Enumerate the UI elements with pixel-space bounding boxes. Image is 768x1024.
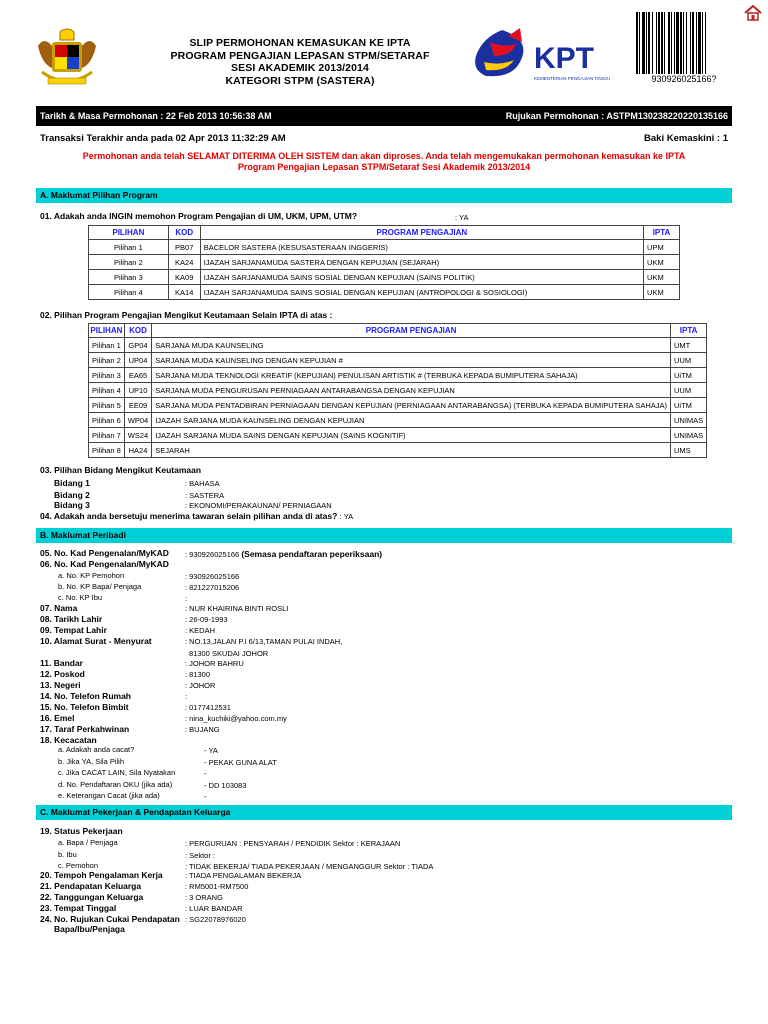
ipta-cell: UMT [671,338,707,353]
question-01: 01. Adakah anda INGIN memohon Program Pengajian di UM, UKM, UPM, UTM? [40,211,358,221]
header-ipta: IPTA [644,226,680,240]
kpt-logo-text: KPT [534,42,594,75]
q05-value [185,549,382,559]
table-row [89,443,707,458]
section-a-header: A. Maklumat Pilihan Program [36,188,732,203]
application-info-bar [36,106,732,126]
personal-item-label-2: 09. Tempat Lahir [40,625,107,635]
q06-sub-value-1: : 821227015206 [185,583,240,592]
program-cell: BACELOR SASTERA (KESUSASTERAAN INGGERIS) [200,240,643,255]
table-row [89,270,680,285]
application-datetime: Tarikh & Masa Permohonan : 22 Feb 2013 10:56:38 AM [40,111,272,121]
table-row [89,353,707,368]
address-line-2: 81300 SKUDAI JOHOR [189,649,269,658]
program-cell: IJAZAH SARJANAMUDA SASTERA DENGAN KEPUJIAN (SEJARAH) [200,255,643,270]
header-pilihan: PILIHAN [89,324,125,338]
kod-cell: PB07 [168,240,200,255]
program-cell: SEJARAH [152,443,671,458]
success-message [40,151,728,173]
disability-sub-value-2: - [204,769,207,778]
personal-item-label-3: 10. Alamat Surat - Menyurat [40,636,152,646]
q06-sub-label-2: c. No. KP Ibu [58,593,103,602]
kod-cell: EE09 [124,398,151,413]
header-ipta: IPTA [671,324,707,338]
header-program: PROGRAM PENGAJIAN [152,324,671,338]
bidang-1-value: : BAHASA [185,479,220,488]
pilihan-cell: Pilihan 2 [89,353,125,368]
pilihan-cell: Pilihan 8 [89,443,125,458]
ipta-cell: UiTM [671,368,707,383]
personal-item-label-0: 07. Nama [40,603,78,613]
title-line-4: KATEGORI STPM (SASTERA) [225,74,375,87]
personal-item-2-label-2: 13. Negeri [40,680,81,690]
employment-sub-value-1: : Sektor : [185,850,216,860]
q06-label: 06. No. Kad Pengenalan/MyKAD [40,559,169,569]
pilihan-cell: Pilihan 2 [89,255,169,270]
bidang-1-label: Bidang 1 [54,478,90,488]
title-line-2: PROGRAM PENGAJIAN LEPASAN STPM/SETARAF [170,49,430,62]
table-row [89,368,707,383]
pilihan-cell: Pilihan 6 [89,413,125,428]
q24-label-line-2: Bapa/Ibu/Penjaga [54,924,125,934]
kod-cell: WP04 [124,413,151,428]
family-item-value-0: : TIADA PENGALAMAN BEKERJA [185,871,302,880]
table-row [89,428,707,443]
ipta-cell: UUM [671,383,707,398]
kod-cell: KA09 [168,270,200,285]
pilihan-cell: Pilihan 7 [89,428,125,443]
pilihan-cell: Pilihan 5 [89,398,125,413]
question-04-answer: : YA [339,512,354,521]
disability-sub-value-1: - PEKAK GUNA ALAT [204,757,277,767]
disability-sub-label-3: d. No. Pendaftaran OKU (jika ada) [58,779,173,789]
kod-cell: WS24 [124,428,151,443]
title-line-3: SESI AKADEMIK 2013/2014 [231,62,369,74]
kod-cell: UP04 [124,353,151,368]
q06-sub-value-2: : [185,594,188,603]
program-cell: IJAZAH SARJANA MUDA SAINS DENGAN KEPUJIAN (SAINS KOGNITIF) [152,428,671,443]
bidang-3-label: Bidang 3 [54,500,90,510]
question-02: 02. Pilihan Program Pengajian Mengikut Keutamaan Selain IPTA di atas : [40,310,333,320]
header-pilihan: PILIHAN [89,226,169,240]
table-row [89,240,680,255]
disability-sub-value-3: - DD 103083 [204,780,247,790]
disability-sub-label-1: b. Jika YA, Sila Pilih [58,756,125,766]
family-item-value-4: : SG22078976020 [185,915,246,924]
disability-sub-label-4: e. Keterangan Cacat (jika ada) [58,791,160,800]
bidang-2-value: : SASTERA [185,491,225,500]
employment-sub-label-2: c. Pemohon [58,861,99,870]
disability-sub-label-2: c. Jika CACAT LAIN, Sila Nyatakan [58,768,176,777]
page-header [0,0,768,100]
application-reference: Rujukan Permohonan : ASTPM130238220220135166 [505,111,728,121]
table-row [89,285,680,300]
q06-sub-label-1: b. No. KP Bapa/ Penjaga [58,582,142,591]
personal-item-2-value-6: : BUJANG [185,725,220,734]
section-c-header: C. Maklumat Pekerjaan & Pendapatan Keluarga [36,805,732,820]
personal-item-label-1: 08. Tarikh Lahir [40,614,103,624]
disability-sub-label-0: a. Adakah anda cacat? [58,745,135,754]
personal-item-2-value-3: : [185,692,188,701]
last-transaction: Transaksi Terakhir anda pada 02 Apr 2013 11:32:29 AM [40,133,286,144]
question-01-answer: : YA [455,213,469,222]
pilihan-cell: Pilihan 1 [89,338,125,353]
personal-item-2-value-5: : nina_kuchiki@yahoo.com.my [185,714,287,723]
malaysia-crest-logo [34,28,100,88]
disability-sub-value-0: - YA [204,746,218,755]
pilihan-cell: Pilihan 4 [89,383,125,398]
section-b-header: B. Maklumat Peribadi [36,528,732,543]
slip-title-block [150,37,450,87]
question-04 [40,511,353,521]
kod-cell: EA65 [124,368,151,383]
table-row [89,398,707,413]
pilihan-cell: Pilihan 1 [89,240,169,255]
ipta-cell: UiTM [671,398,707,413]
ipta-cell: UMS [671,443,707,458]
personal-item-2-label-0: 11. Bandar [40,658,83,668]
employment-sub-label-0: a. Bapa / Penjaga [58,838,118,847]
family-item-label-3: 23. Tempat Tinggal [40,903,117,913]
remaining-updates: Baki Kemaskini : 1 [644,133,728,144]
employment-sub-label-1: b. Ibu [58,849,77,859]
family-item-label-1: 21. Pendapatan Keluarga [40,881,142,891]
employment-sub-value-0: : PERGURUAN : PENSYARAH / PENDIDIK Sektor : KERAJAAN [185,839,401,848]
q06-sub-label-0: a. No. KP Pemohon [58,571,125,580]
kpt-logo [472,26,628,88]
pilihan-cell: Pilihan 3 [89,270,169,285]
personal-item-2-label-7: 18. Kecacatan [40,735,97,745]
title-line-1: SLIP PERMOHONAN KEMASUKAN KE IPTA [189,37,411,49]
program-cell: IJAZAH SARJANA MUDA KAUNSELING DENGAN KEPUJIAN [152,413,671,428]
personal-item-2-label-3: 14. No. Telefon Rumah [40,691,131,701]
program-cell: SARJANA MUDA PENGURUSAN PERNIAGAAN ANTARABANGSA DENGAN KEPUJIAN [152,383,671,398]
personal-item-2-value-2: : JOHOR [185,681,216,690]
ipta-cell: UKM [644,255,680,270]
personal-item-value-3: : NO.13,JALAN P.I 6/13,TAMAN PULAI INDAH, [185,637,343,646]
personal-item-2-label-1: 12. Poskod [40,669,85,679]
question-04-text: 04. Adakah anda bersetuju menerima tawaran selain pilihan anda di atas? [40,511,338,521]
program-cell: SARJANA MUDA KAUNSELING DENGAN KEPUJIAN # [152,353,671,368]
success-message-line-1: Permohonan anda telah SELAMAT DITERIMA OLEH SISTEM dan akan diproses. Anda telah mengemukakan permohonan kemasukan ke IPTA [82,151,686,161]
ipta-cell: UPM [644,240,680,255]
disability-sub-value-4: - [204,792,207,801]
table-row [89,255,680,270]
program-cell: SARJANA MUDA PENTADBIRAN PERNIAGAAN DENGAN KEPUJIAN (PERNIAGAAN ANTARABANGSA) (TERBUKA KEPADA BUMIPUTERA SAHAJA) [152,398,671,413]
q05-note: (Semasa pendaftaran peperiksaan) [241,549,383,559]
family-item-label-0: 20. Tempoh Pengalaman Kerja [40,870,163,880]
family-item-label-2: 22. Tanggungan Keluarga [40,892,144,902]
table-row [89,338,707,353]
family-item-label-4: 24. No. Rujukan Cukai Pendapatan [40,914,180,924]
personal-item-value-1: : 26-09-1993 [185,615,228,624]
family-item-value-3: : LUAR BANDAR [185,904,243,913]
q06-sub-value-0: : 930926025166 [185,572,240,581]
table-row [89,413,707,428]
header-kod: KOD [168,226,200,240]
kod-cell: KA14 [168,285,200,300]
ipta-cell: UUM [671,353,707,368]
q19-label: 19. Status Pekerjaan [40,826,123,836]
personal-item-2-label-6: 17. Taraf Perkahwinan [40,724,130,734]
header-program: PROGRAM PENGAJIAN [200,226,643,240]
ipta-cell: UNIMAS [671,413,707,428]
family-item-value-2: : 3 ORANG [185,893,223,902]
ipta-cell: UKM [644,270,680,285]
program-table-1 [88,225,680,300]
personal-item-value-2: : KEDAH [185,626,216,635]
kod-cell: HA24 [124,443,151,458]
header-kod: KOD [124,324,151,338]
kod-cell: UP10 [124,383,151,398]
program-cell: IJAZAH SARJANAMUDA SAINS SOSIAL DENGAN KEPUJIAN (SAINS POLITIK) [200,270,643,285]
personal-item-2-value-1: : 81300 [185,670,211,679]
table-header-row [89,226,680,240]
program-cell: IJAZAH SARJANAMUDA SAINS SOSIAL DENGAN KEPUJIAN (ANTROPOLOGI & SOSIOLOGI) [200,285,643,300]
program-table-2 [88,323,707,458]
employment-sub-value-2: : TIDAK BEKERJA/ TIADA PEKERJAAN / MENGANGGUR Sektor : TIADA [185,862,434,871]
kod-cell: GP04 [124,338,151,353]
program-cell: SARJANA MUDA KAUNSELING [152,338,671,353]
family-item-value-1: : RM5001-RM7500 [185,882,249,891]
bidang-2-label: Bidang 2 [54,490,90,500]
q05-label: 05. No. Kad Pengenalan/MyKAD [40,548,169,558]
table-row [89,383,707,398]
personal-item-2-label-5: 16. Emel [40,713,75,723]
bidang-3-value: : EKONOMI/PERAKAUNAN/ PERNIAGAAN [185,501,332,510]
personal-item-2-label-4: 15. No. Telefon Bimbit [40,702,129,712]
program-cell: SARJANA MUDA TEKNOLOGI KREATIF (KEPUJIAN) PENULISAN ARTISTIK # (TERBUKA KEPADA BUMIPUTERA SAHAJA) [152,368,671,383]
barcode-image [634,12,734,74]
kpt-logo-subtext: KEMENTERIAN PENGAJIAN TINGGI [534,76,610,81]
pilihan-cell: Pilihan 3 [89,368,125,383]
personal-item-2-value-4: : 0177412531 [185,703,231,712]
ipta-cell: UKM [644,285,680,300]
table-header-row [89,324,707,338]
success-message-line-2: Program Pengajian Lepasan STPM/Setaraf Sesi Akademik 2013/2014 [237,162,531,172]
barcode-number: 930926025166? [651,74,717,84]
personal-item-value-0: : NUR KHAIRINA BINTI ROSLI [185,604,289,613]
question-03: 03. Pilihan Bidang Mengikut Keutamaan [40,465,202,475]
kod-cell: KA24 [168,255,200,270]
ipta-cell: UNIMAS [671,428,707,443]
personal-item-2-value-0: : JOHOR BAHRU [185,659,244,668]
pilihan-cell: Pilihan 4 [89,285,169,300]
q05-ic-number: : 930926025166 [185,550,240,559]
